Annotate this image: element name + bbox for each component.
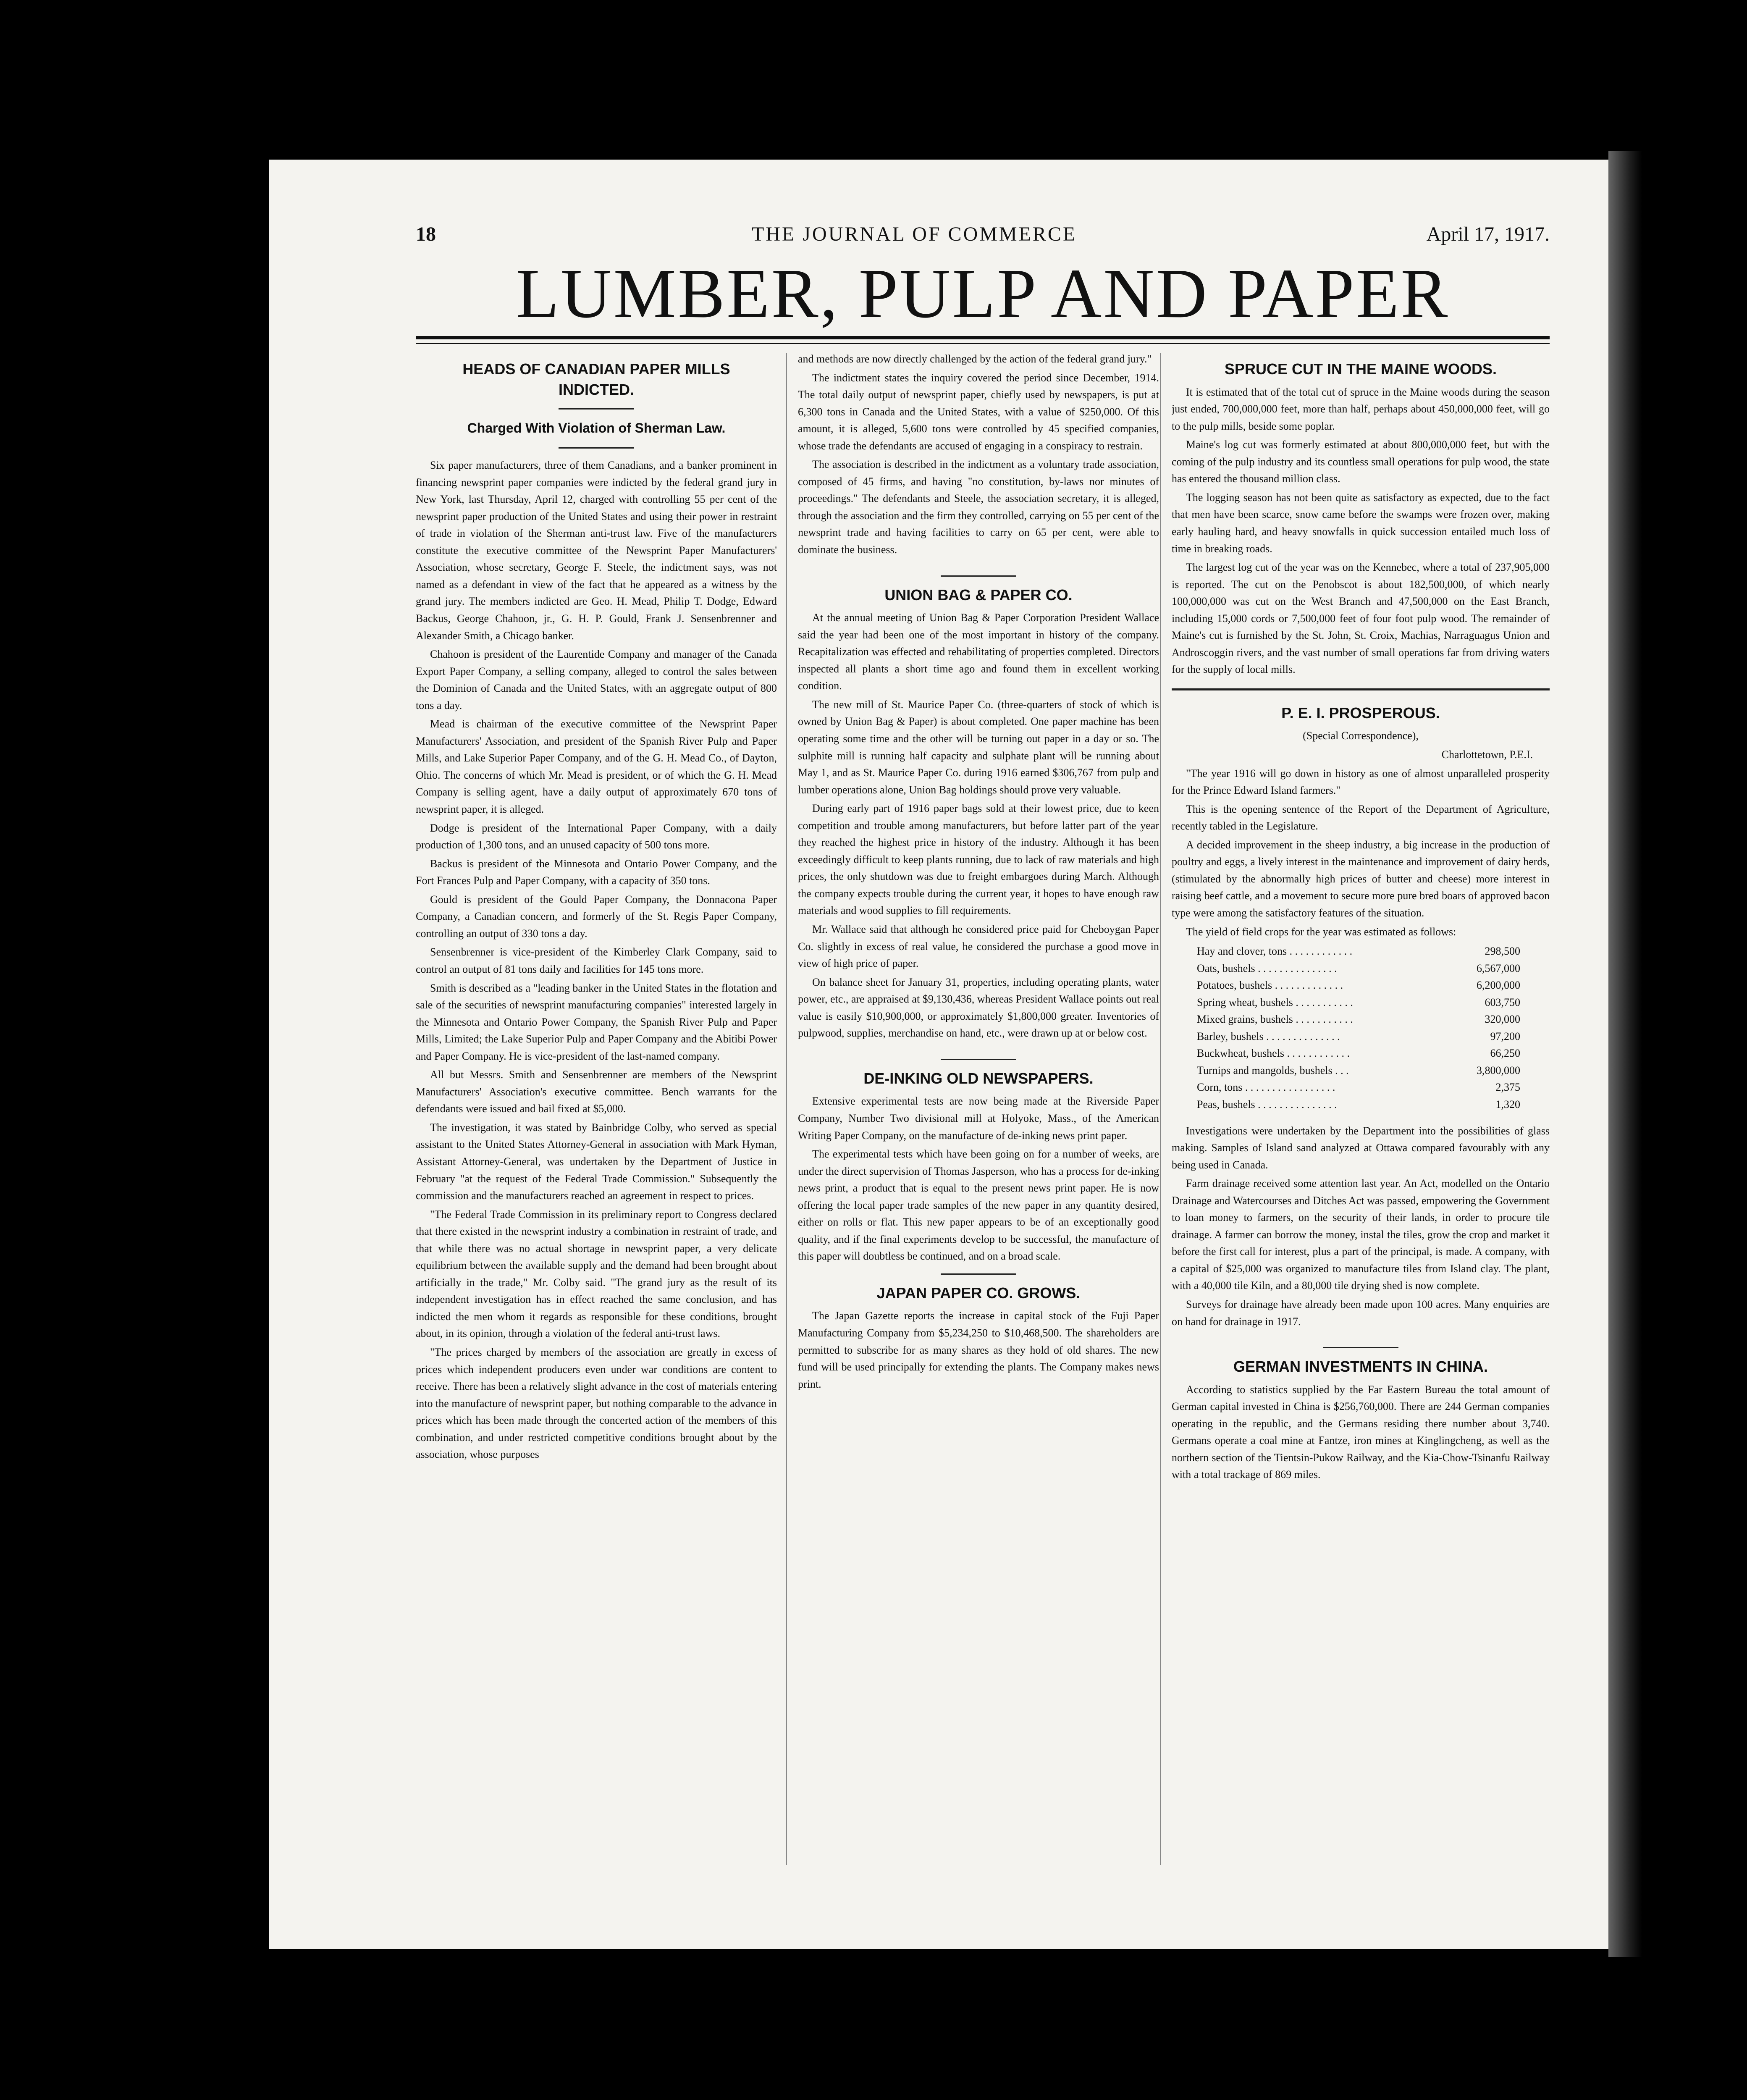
article-paragraph: The logging season has not been quite as satisfactory as expected, due to the fact that men have been scarce, snow came before the swamps were frozen over, making early hauling hard, and heavy snowfalls in quick succession entailed much loss of time in breaking roads. xyxy=(1172,491,1550,555)
crop-amount: 298,500 xyxy=(1485,945,1520,958)
article-paragraph: The Japan Gazette reports the increase in capital stock of the Fuji Paper Manufacturing Company from $5,234,250 to $10,468,500. The shareholders are permitted to subscribe for as many shares as they hold of old shares. The new fund will be used principally for extending the plants. The Company makes news print. xyxy=(798,1310,1159,1390)
crop-amount: 2,375 xyxy=(1495,1081,1520,1094)
article-paragraph: The indictment states the inquiry covered the period since December, 1914. The total daily output of newsprint paper, chiefly used by newspapers, is put at 6,300 tons in Canada and the United States, with a value of $250,000. Of this amount, it is alleged, 5,600 tons were controlled by 45 specified companies, whose trade the defendants are accused of engaging in a conspiracy to restrain. xyxy=(798,371,1159,452)
article-paragraph: and methods are now directly challenged by the action of the federal grand jury." xyxy=(798,353,1152,365)
newspaper-page xyxy=(269,160,1608,1949)
crop-amount: 6,567,000 xyxy=(1477,962,1520,974)
masthead-rule-thin xyxy=(416,343,1550,344)
article-paragraph: Gould is president of the Gould Paper Company, the Donnacona Paper Company, a Canadian concern, and formerly of the St. Regis Paper Company, controlling an output of 330 tons a day. xyxy=(416,893,777,940)
article-paragraph: The largest log cut of the year was on the Kennebec, where a total of 237,905,000 is reported. The cut on the Penobscot is about 182,500,000, of which nearly 100,000,000 was cut on the West Branch and 47,500,000 on the East Branch, including 15,000 cords or 7,500,000 feet of four foot pulp wood. The remainder of Maine's cut is furnished by the St. John, St. Croix, Machias, Narraguagus Union and Androscoggin rivers, and the vast number of small operations far from driving waters for the supply of local mills. xyxy=(1172,561,1550,676)
table-row xyxy=(1172,1096,1550,1113)
crop-name: Spring wheat, bushels . . . . . . . . . . . xyxy=(1197,996,1353,1008)
article-paragraph: Extensive experimental tests are now being made at the Riverside Paper Company, Number Two divisional mill at Holyoke, Mass., of the American Writing Paper Company, on the manufacture of de-inking news print paper. xyxy=(798,1095,1159,1142)
article-paragraph: Investigations were undertaken by the Department into the possibilities of glass making. Samples of Island sand analyzed at Ottawa compared favourably with any being used in Canada. xyxy=(1172,1124,1550,1171)
table-row xyxy=(1172,960,1550,977)
article-paragraph: Backus is president of the Minnesota and Ontario Power Company, and the Fort Frances Pulp and Paper Company, with a capacity of 350 tons. xyxy=(416,857,777,887)
article-paragraph: Surveys for drainage have already been made upon 100 acres. Many enquiries are on hand for drainage in 1917. xyxy=(1172,1298,1550,1328)
crop-name: Buckwheat, bushels . . . . . . . . . . . . xyxy=(1197,1047,1350,1060)
crop-amount: 320,000 xyxy=(1485,1013,1520,1026)
table-row xyxy=(1172,1028,1550,1045)
article-paragraph: During early part of 1916 paper bags sold at their lowest price, due to keen competition and trouble among manufacturers, but before latter part of the year they reached the highest price in history of the industry. Although it has been exceedingly difficult to keep plants running, due to lack of raw materials and high prices, the only shutdown was due to freight embargoes during March. Although the company expects trouble during the current year, it hopes to have enough raw materials and wood supplies to fill requirements. xyxy=(798,802,1159,917)
article-paragraph: According to statistics supplied by the Far Eastern Bureau the total amount of German capital invested in China is $256,760,000. There are 244 German companies operating in the republic, and the Germans residing there number about 3,740. Germans operate a coal mine at Fantze, iron mines at Kinglingcheng, as well as the northern section of the Tientsin-Pukow Railway, and the Kia-Chow-Tsinanfu Railway with a total trackage of 869 miles. xyxy=(1172,1383,1550,1481)
article-paragraph: All but Messrs. Smith and Sensenbrenner are members of the Newsprint Manufacturers' Association's executive committee. Bench warrants for the defendants were issued and bail fixed at $5,000. xyxy=(416,1068,777,1115)
article-headline-japan: JAPAN PAPER CO. GROWS. xyxy=(876,1284,1081,1302)
article-paragraph: Six paper manufacturers, three of them Canadians, and a banker prominent in financing newsprint paper companies were indicted by the federal grand jury in New York, last Thursday, April 12, charged with controlling 55 per cent of the newsprint paper production of the United States and using their power in restraint of trade in violation of the Sherman anti-trust law. Five of the manufacturers constitute the executive committee of the Newsprint Paper Manufacturers' Association, whose secretary, George F. Steele, the indictment says, was not named as a defendant in view of the fact that he appeared as a witness by the grand jury. The members indicted are Geo. H. Mead, Philip T. Dodge, Edward Backus, George Chahoon, jr., G. H. P. Gould, Frank J. Sensenbrenner and Alexander Smith, a Chicago banker. xyxy=(416,459,777,642)
article-paragraph: Mead is chairman of the executive committee of the Newsprint Paper Manufacturers' Association, and president of the Spanish River Pulp and Paper Mills, and Lake Superior Paper Company, and of the G. H. Mead Co., of Dayton, Ohio. The concerns of which Mr. Mead is president, or of which the G. H. Mead Company is selling agent, have a daily output of approximately 670 tons of newsprint paper, it is alleged. xyxy=(416,718,777,816)
article-paragraph: The association is described in the indictment as a voluntary trade association, composed of 45 firms, and having "no constitution, by-laws nor minutes of proceedings." The defendants and Steele, the association secretary, it is alleged, through the association and the firm they controlled, carrying on 55 per cent of the newsprint trade and having facilities to carry on 65 per cent, were able to dominate the business. xyxy=(798,458,1159,556)
article-paragraph: Dodge is president of the International Paper Company, with a daily production of 1,300 tons, and an unused capacity of 500 tons more. xyxy=(416,822,777,851)
article-paragraph: "The year 1916 will go down in history as one of almost unparalleled prosperity for the Prince Edward Island farmers." xyxy=(1172,767,1550,797)
headline-rule xyxy=(559,408,634,410)
section-rule xyxy=(941,1059,1016,1060)
table-row xyxy=(1172,1045,1550,1062)
page-number: 18 xyxy=(416,223,436,245)
article-paragraph: "The Federal Trade Commission in its preliminary report to Congress declared that there existed in the newsprint industry a combination in restraint of trade, and that while there was no actual shortage in newsprint paper, a very delicate equilibrium between the available supply and the demand had been brought about artificially in the trade," Mr. Colby said. "The grand jury as the result of its independent investigation has in effect reached the same conclusion, and has indicted the men whom it regards as responsible for these conditions, brought about, in its opinion, through a violation of the federal anti-trust laws. xyxy=(416,1208,777,1340)
article-headline-spruce: SPRUCE CUT IN THE MAINE WOODS. xyxy=(1224,360,1497,378)
article-paragraph: This is the opening sentence of the Report of the Department of Agriculture, recently tabled in the Legislature. xyxy=(1172,803,1550,832)
table-row xyxy=(1172,994,1550,1011)
article-paragraph: Sensenbrenner is vice-president of the Kimberley Clark Company, said to control an output of 81 tons daily and facilities for 145 tons more. xyxy=(416,946,777,975)
crop-amount: 603,750 xyxy=(1485,996,1520,1008)
column-separator xyxy=(1160,353,1161,1865)
crop-name: Hay and clover, tons . . . . . . . . . . . . xyxy=(1197,945,1353,958)
article-headline-pei: P. E. I. PROSPEROUS. xyxy=(1281,704,1440,722)
article-paragraph: At the annual meeting of Union Bag & Paper Corporation President Wallace said the year had been one of the most important in history of the company. Recapitalization was effected and rehabilitating of properties completed. Directors inspected all plants a short time ago and found them in excellent working condition. xyxy=(798,612,1159,692)
article-paragraph: Maine's log cut was formerly estimated at about 800,000,000 feet, but with the coming of the pulp industry and its countless small operations for pulp wood, the state has entered the thousand million class. xyxy=(1172,438,1550,485)
journal-name: THE JOURNAL OF COMMERCE xyxy=(752,223,1077,245)
section-rule xyxy=(1323,1347,1398,1348)
table-row xyxy=(1172,977,1550,994)
article-headline-indicted: HEADS OF CANADIAN PAPER MILLS INDICTED. xyxy=(462,360,730,398)
article-subhead-sherman: Charged With Violation of Sherman Law. xyxy=(467,420,726,436)
article-headline-german: GERMAN INVESTMENTS IN CHINA. xyxy=(1233,1358,1488,1376)
column-2 xyxy=(798,351,1159,1913)
column-separator xyxy=(786,353,787,1865)
article-paragraph: A decided improvement in the sheep industry, a big increase in the production of poultry and eggs, a lively interest in the maintenance and improvement of dairy herds, (stimulated by the abnormally high prices of butter and cheese) more interest in raising beef cattle, and a movement to secure more pure bred boars of approved bacon type were among the satisfactory features of the situation. xyxy=(1172,838,1550,919)
article-paragraph: Mr. Wallace said that although he considered price paid for Cheboygan Paper Co. slightly in excess of real value, he considered the purchase a good move in view of high price of paper. xyxy=(798,923,1159,970)
article-headline-deinking: DE-INKING OLD NEWSPAPERS. xyxy=(863,1069,1094,1087)
article-paragraph: It is estimated that of the total cut of spruce in the Maine woods during the season just ended, 700,000,000 feet, more than half, perhaps about 450,000,000 feet, will go to the pulp mills, beside some poplar. xyxy=(1172,386,1550,432)
special-correspondence-line: (Special Correspondence), xyxy=(1303,730,1419,742)
running-header xyxy=(416,223,1550,248)
article-paragraph: The new mill of St. Maurice Paper Co. (three-quarters of stock of which is owned by Union Bag & Paper) is about completed. One paper machine has been operating some time and the other will be turning out paper in a day or so. The sulphite mill is running half capacity and sulphate plant will be running about May 1, and as St. Maurice Paper Co. during 1916 earned $306,767 from pulp and lumber operations alone, Union Bag holdings should prove very valuable. xyxy=(798,698,1159,796)
article-paragraph: Chahoon is president of the Laurentide Company and manager of the Canada Export Paper Company, a selling company, alleged to control the sales between the Dominion of Canada and the United States, with an aggregate output of 800 tons a day. xyxy=(416,648,777,711)
section-rule xyxy=(941,1273,1016,1275)
article-paragraph: The yield of field crops for the year was estimated as follows: xyxy=(1186,925,1456,938)
headline-rule xyxy=(559,447,634,449)
crop-amount: 66,250 xyxy=(1490,1047,1520,1060)
crop-name: Turnips and mangolds, bushels . . . xyxy=(1197,1064,1349,1076)
section-masthead: LUMBER, PULP AND PAPER xyxy=(516,255,1450,333)
article-paragraph: The investigation, it was stated by Bainbridge Colby, who served as special assistant to the United States Attorney-General in association with Mark Hyman, Assistant Attorney-General, was undertaken by the Department of Justice in February "at the request of the Federal Trade Commission." Subsequently the commission and the manufacturers reached an agreement in respect to prices. xyxy=(416,1121,777,1202)
crop-amount: 97,200 xyxy=(1490,1030,1520,1042)
crop-yield-table xyxy=(1172,943,1550,1113)
article-paragraph: On balance sheet for January 31, properties, including operating plants, water power, etc., are appraised at $9,130,436, whereas President Wallace points out real value is easily $10,900,000, or approximately $1,800,000 greater. Inventories of pulpwood, supplies, merchandise on hand, etc., were drawn up at or below cost. xyxy=(798,976,1159,1040)
crop-name: Potatoes, bushels . . . . . . . . . . . . . xyxy=(1197,979,1343,992)
table-row xyxy=(1172,1062,1550,1079)
crop-name: Corn, tons . . . . . . . . . . . . . . . . . xyxy=(1197,1081,1335,1094)
section-rule xyxy=(941,575,1016,577)
masthead-rule xyxy=(416,336,1550,339)
column-1 xyxy=(416,351,777,1913)
crop-amount: 3,800,000 xyxy=(1477,1064,1520,1076)
table-row xyxy=(1172,1079,1550,1096)
dateline-place: Charlottetown, P.E.I. xyxy=(1441,748,1533,761)
crop-name: Mixed grains, bushels . . . . . . . . . . . xyxy=(1197,1013,1353,1026)
article-paragraph: Smith is described as a "leading banker in the United States in the flotation and sale of the securities of newsprint manufacturing companies" interested largely in the Minnesota and Ontario Power Company, the Spanish River Pulp and Paper Mills, Limited; the Lake Superior Pulp and Paper Company and the Abitibi Power and Paper Company. He is vice-president of the last-named company. xyxy=(416,982,777,1062)
section-rule xyxy=(1172,688,1550,690)
table-row xyxy=(1172,943,1550,960)
crop-name: Oats, bushels . . . . . . . . . . . . . . . xyxy=(1197,962,1337,974)
article-headline-union-bag: UNION BAG & PAPER CO. xyxy=(884,586,1073,604)
column-3 xyxy=(1172,351,1550,1913)
crop-amount: 6,200,000 xyxy=(1477,979,1520,992)
table-row xyxy=(1172,1011,1550,1028)
article-paragraph: "The prices charged by members of the association are greatly in excess of prices which independent producers even under war conditions are content to receive. There has been a relatively slight advance in the cost of materials entering into the manufacture of newsprint paper, but nothing comparable to the advance in prices which has been made through the concerted action of the members of this combination, and under restricted competitive conditions brought about by the association, whose purposes xyxy=(416,1346,777,1461)
page-edge-shadow xyxy=(1608,151,1642,1957)
issue-date: April 17, 1917. xyxy=(1426,223,1550,245)
crop-name: Peas, bushels . . . . . . . . . . . . . . . xyxy=(1197,1098,1337,1110)
article-paragraph: Farm drainage received some attention last year. An Act, modelled on the Ontario Drainage and Watercourses and Ditches Act was passed, empowering the Government to loan money to farmers, on the security of their lands, in order to procure tile drainage. A farmer can borrow the money, instal the tiles, grow the crop and market it before the first call for interest, plus a part of the principal, is made. A company, with a capital of $25,000 was organized to manufacture tiles from Island clay. The plant, with a 40,000 tile Kiln, and a 80,000 tile drying shed is now complete. xyxy=(1172,1177,1550,1292)
article-paragraph: The experimental tests which have been going on for a number of weeks, are under the direct supervision of Thomas Jasperson, who has a process for de-inking news print, a product that is equal to the present news print paper. He is now offering the local paper trade samples of the new paper in any quantity desired, either on rolls or flat. This new paper appears to be of an exceptionally good quality, and if the final experiments develop to be successful, the manufacture of this paper will doubtless be continued, and on a broad scale. xyxy=(798,1148,1159,1263)
crop-name: Barley, bushels . . . . . . . . . . . . . . xyxy=(1197,1030,1340,1042)
crop-amount: 1,320 xyxy=(1495,1098,1520,1110)
